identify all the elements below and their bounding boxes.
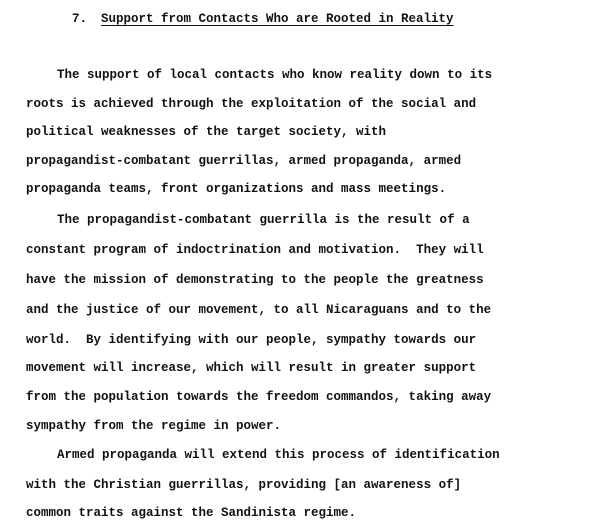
text-line: with the Christian guerrillas, providing [an awareness of] (26, 478, 462, 492)
text-line: political weaknesses of the target society, with (26, 125, 387, 139)
text-line: Armed propaganda will extend this process of identification (57, 448, 500, 462)
text-line: The propagandist-combatant guerrilla is the result of a (57, 213, 470, 227)
text-line: common traits against the Sandinista regime. (26, 506, 357, 520)
text-line: sympathy from the regime in power. (26, 419, 282, 433)
text-line: have the mission of demonstrating to the people the greatness (26, 273, 484, 287)
section-title: Support from Contacts Who are Rooted in Reality (101, 12, 454, 26)
text-line: The support of local contacts who know reality down to its (57, 68, 493, 82)
text-line: from the population towards the freedom commandos, taking away (26, 390, 492, 404)
text-line: propagandist-combatant guerrillas, armed propaganda, armed (26, 154, 462, 168)
section-number: 7. (72, 12, 88, 26)
text-line: and the justice of our movement, to all Nicaraguans and to the (26, 303, 492, 317)
text-line: constant program of indoctrination and motivation. They will (26, 243, 484, 257)
text-line: propaganda teams, front organizations and mass meetings. (26, 182, 447, 196)
text-line: movement will increase, which will result in greater support (26, 361, 477, 375)
text-line: world. By identifying with our people, sympathy towards our (26, 333, 477, 347)
text-line: roots is achieved through the exploitation of the social and (26, 97, 477, 111)
